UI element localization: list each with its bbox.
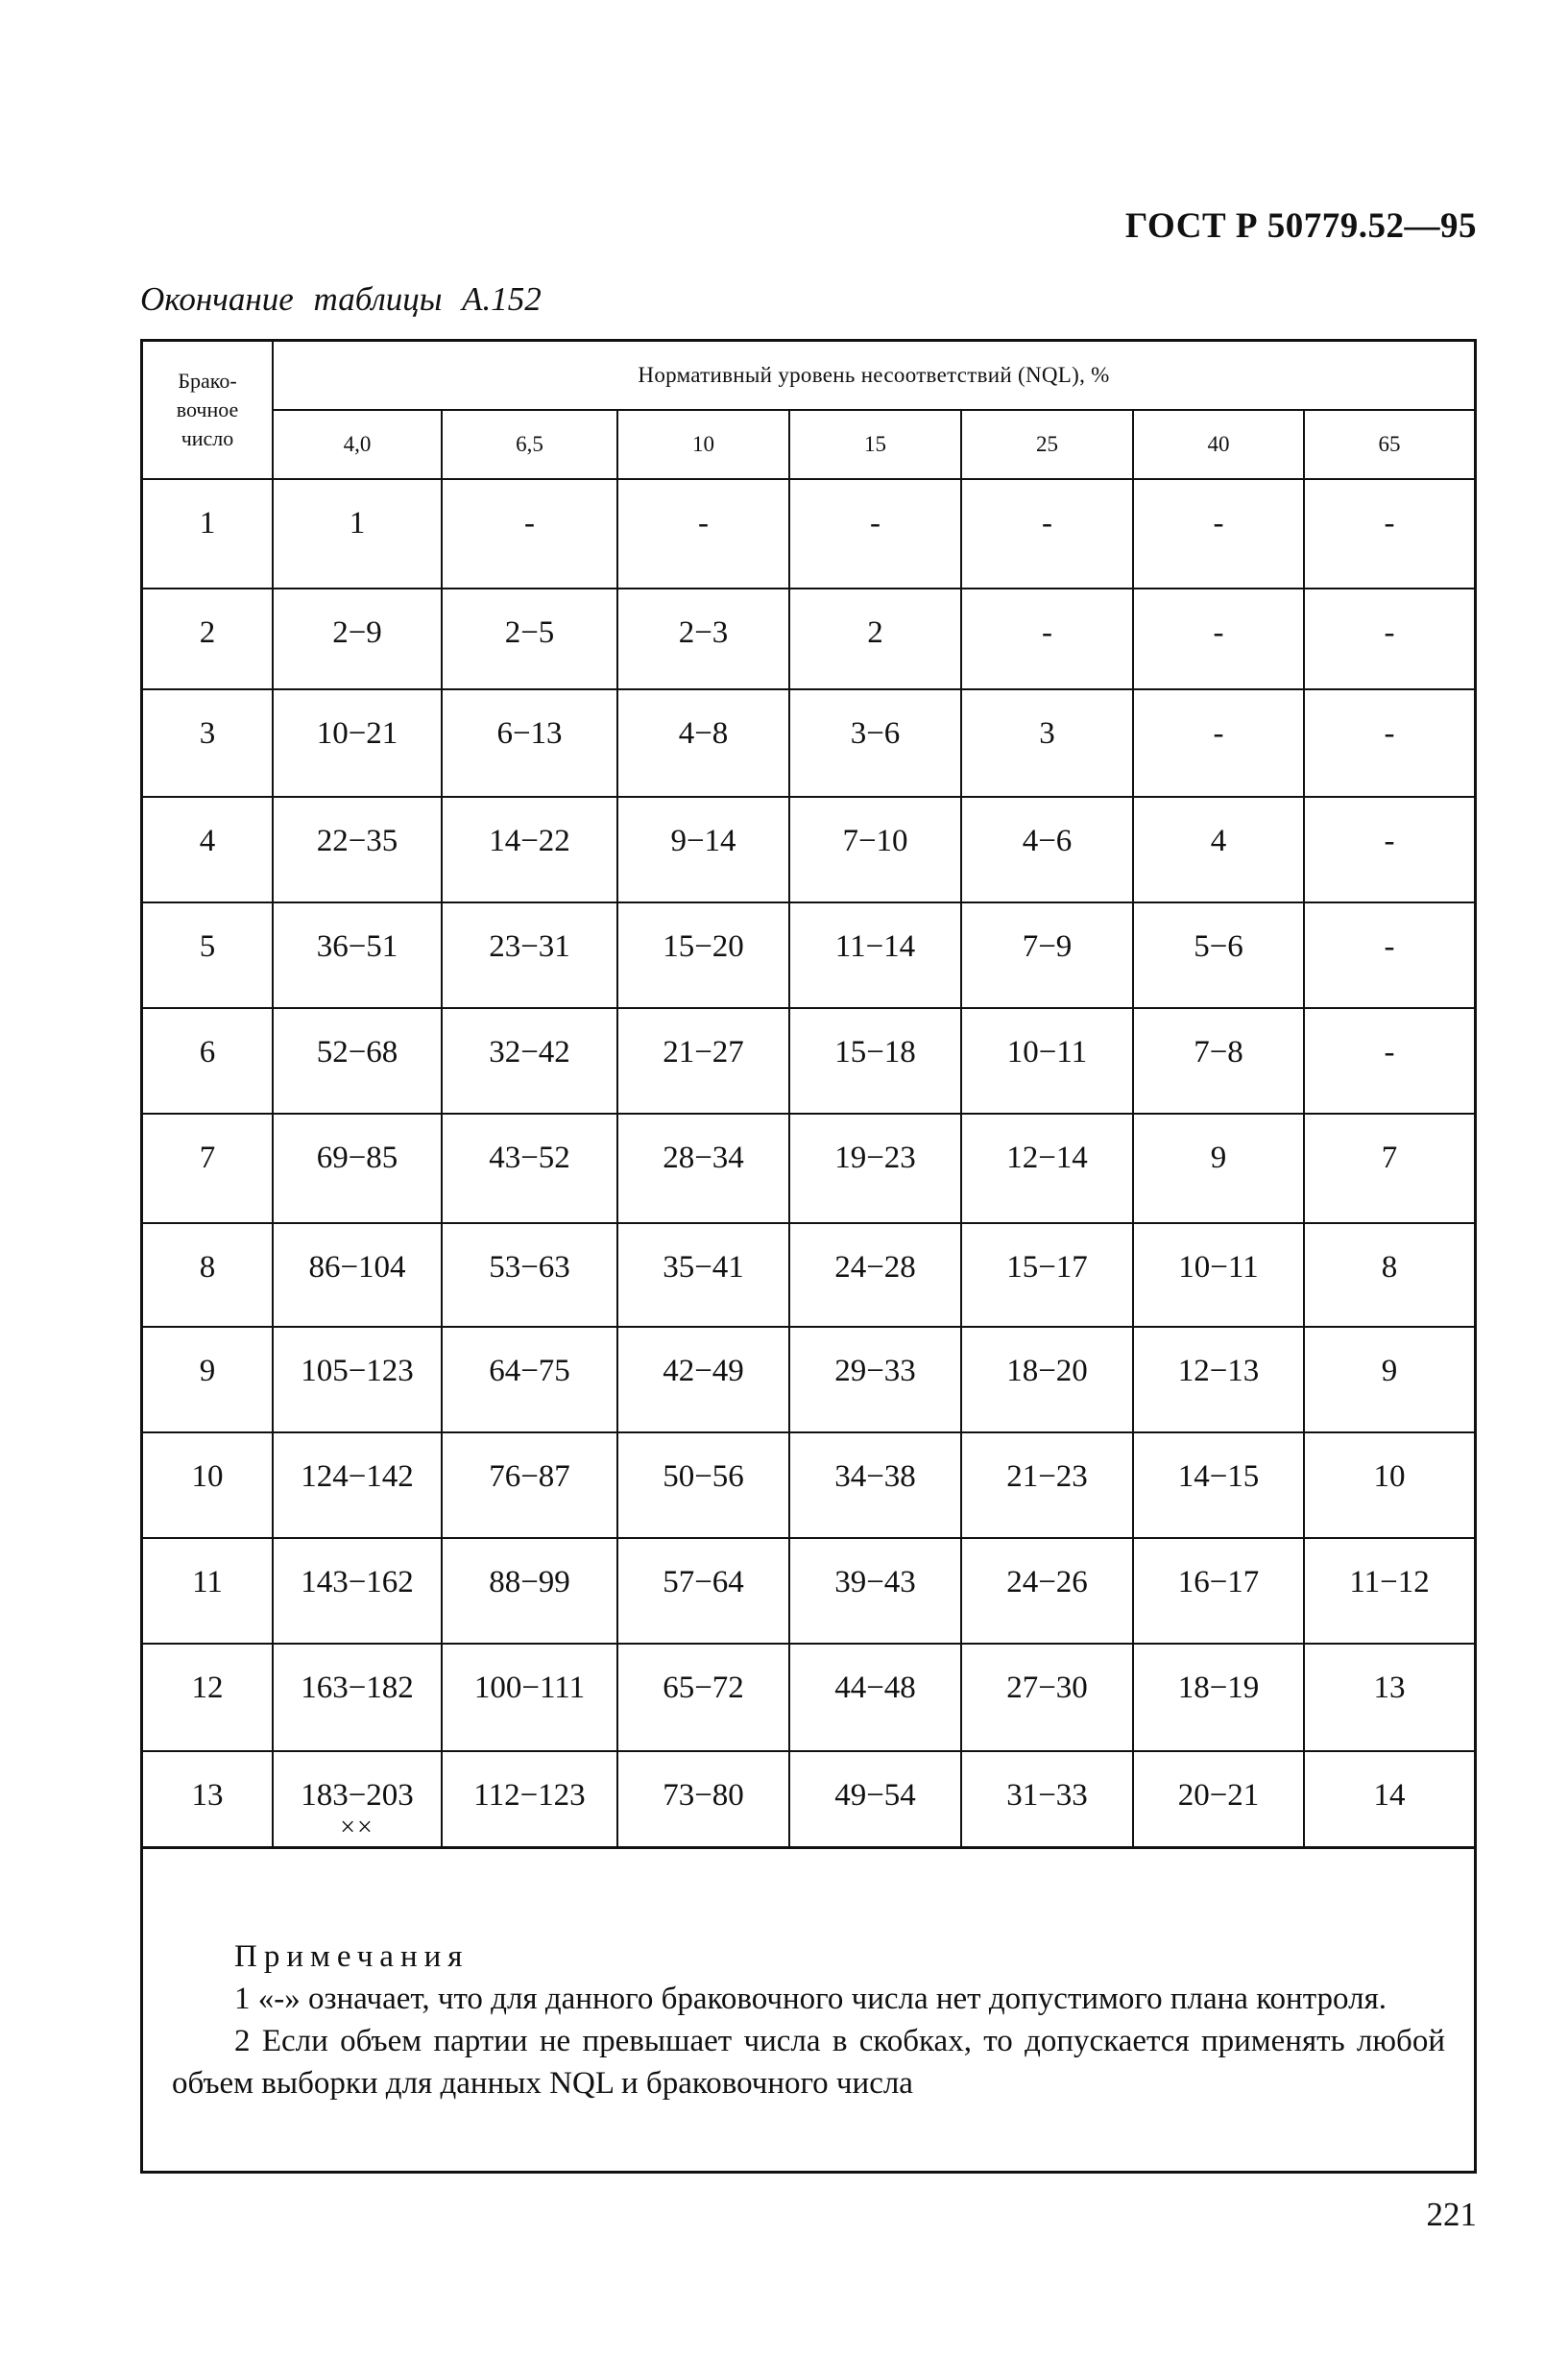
sample-range-value: 18−20 bbox=[1006, 1354, 1088, 1388]
sample-range-cell bbox=[273, 1327, 442, 1432]
sample-range-cell bbox=[1304, 1432, 1474, 1538]
sample-range-cell bbox=[789, 1008, 961, 1114]
sample-range-value: 11−12 bbox=[1349, 1565, 1430, 1599]
sample-range-cell bbox=[1304, 1223, 1474, 1327]
table-row bbox=[143, 1644, 1474, 1751]
sample-range-cell bbox=[273, 479, 442, 589]
sample-range-cell bbox=[442, 1538, 617, 1644]
sample-range-value: 73−80 bbox=[663, 1778, 744, 1813]
sample-range-cell bbox=[789, 902, 961, 1008]
sample-range-value: 32−42 bbox=[489, 1035, 570, 1070]
sample-range-value: 29−33 bbox=[834, 1354, 916, 1388]
sample-range-cell bbox=[617, 1432, 789, 1538]
sample-range-value: - bbox=[1384, 716, 1395, 751]
nql-level-header: 10 bbox=[617, 410, 789, 479]
note-item: 2 Если объем партии не превышает числа в скобках, то допускается применять любой объем выборки для данных NQL и браковочного числа bbox=[172, 2024, 1445, 2101]
sample-range-value: 21−23 bbox=[1006, 1459, 1088, 1494]
table-row bbox=[143, 1114, 1474, 1223]
reject-number-cell: 1 bbox=[143, 479, 273, 589]
sample-range-value: 7−10 bbox=[842, 824, 908, 858]
sample-range-cell bbox=[1304, 1644, 1474, 1751]
nql-level-header: 4,0 bbox=[273, 410, 442, 479]
sample-range-cell bbox=[617, 1538, 789, 1644]
sample-range-value: 20−21 bbox=[1177, 1778, 1260, 1813]
sample-range-value: 69−85 bbox=[316, 1141, 398, 1175]
sample-range-cell bbox=[1133, 479, 1304, 589]
sample-range-cell bbox=[1133, 1432, 1304, 1538]
reject-number-cell: 2 bbox=[143, 589, 273, 689]
sample-range-value: 143−162 bbox=[301, 1565, 414, 1599]
sample-range-value: 2−5 bbox=[504, 615, 555, 650]
sample-range-cell bbox=[961, 1008, 1133, 1114]
sample-range-cell bbox=[442, 797, 617, 902]
sample-range-cell bbox=[1304, 1327, 1474, 1432]
sample-range-cell bbox=[961, 1538, 1133, 1644]
nql-level-header: 15 bbox=[789, 410, 961, 479]
sample-range-cell bbox=[273, 1223, 442, 1327]
sample-range-value: 52−68 bbox=[316, 1035, 398, 1070]
table-caption: Окончание таблицы А.152 bbox=[140, 280, 542, 318]
sample-range-value: 2−9 bbox=[332, 615, 382, 650]
sample-range-cell bbox=[442, 1432, 617, 1538]
notes-block bbox=[172, 1935, 1445, 2104]
sample-range-cell bbox=[273, 1538, 442, 1644]
table-body bbox=[143, 479, 1474, 1847]
table-row bbox=[143, 479, 1474, 589]
sample-range-cell bbox=[789, 479, 961, 589]
footnote-mark: ×× bbox=[340, 1813, 374, 1842]
sample-range-cell bbox=[273, 1114, 442, 1223]
sample-range-value: 10−21 bbox=[316, 716, 398, 751]
sample-range-value: 15−20 bbox=[663, 929, 744, 964]
sample-range-value: 86−104 bbox=[308, 1250, 406, 1285]
sample-range-value: 7−8 bbox=[1194, 1035, 1243, 1070]
sample-range-value: 12−14 bbox=[1006, 1141, 1088, 1175]
sample-range-value: 1 bbox=[349, 506, 366, 541]
nql-level-header: 40 bbox=[1133, 410, 1304, 479]
sample-range-value: - bbox=[1384, 506, 1395, 541]
sample-range-value: 4−6 bbox=[1022, 824, 1073, 858]
sample-range-cell bbox=[789, 589, 961, 689]
sample-range-cell bbox=[273, 1751, 442, 1847]
sample-range-value: 3−6 bbox=[850, 716, 901, 751]
sample-range-value: - bbox=[1384, 824, 1395, 858]
sample-range-cell bbox=[442, 479, 617, 589]
sample-range-cell bbox=[273, 589, 442, 689]
sample-range-value: 34−38 bbox=[834, 1459, 916, 1494]
sample-range-value: 10 bbox=[1373, 1459, 1406, 1494]
sample-range-cell bbox=[273, 1644, 442, 1751]
sample-range-cell bbox=[961, 479, 1133, 589]
sample-range-cell bbox=[442, 589, 617, 689]
sample-range-cell bbox=[273, 1432, 442, 1538]
sample-range-cell bbox=[1304, 1008, 1474, 1114]
sample-range-cell bbox=[789, 1223, 961, 1327]
sample-range-cell bbox=[789, 797, 961, 902]
table-row bbox=[143, 1538, 1474, 1644]
page-number: 221 bbox=[1426, 2196, 1477, 2233]
sample-range-cell bbox=[789, 1114, 961, 1223]
sample-range-cell bbox=[1133, 1327, 1304, 1432]
nql-level-header: 25 bbox=[961, 410, 1133, 479]
sample-range-cell bbox=[1304, 797, 1474, 902]
table-header-row bbox=[143, 342, 1474, 410]
reject-header-line: Брако- bbox=[178, 369, 237, 393]
sample-range-value: 183−203 bbox=[301, 1778, 414, 1813]
sample-range-cell bbox=[961, 1432, 1133, 1538]
sample-range-value: 36−51 bbox=[316, 929, 398, 964]
table-row bbox=[143, 797, 1474, 902]
sample-range-cell bbox=[961, 1223, 1133, 1327]
sample-range-cell bbox=[961, 1114, 1133, 1223]
table-row bbox=[143, 1008, 1474, 1114]
sample-range-cell bbox=[961, 1327, 1133, 1432]
sample-range-value: - bbox=[1384, 1035, 1395, 1070]
sample-range-value: 23−31 bbox=[489, 929, 570, 964]
reject-number-cell: 3 bbox=[143, 689, 273, 797]
sample-range-cell bbox=[617, 479, 789, 589]
reject-header-line: вочное bbox=[176, 397, 239, 421]
sample-range-cell bbox=[1133, 1644, 1304, 1751]
table-row bbox=[143, 1432, 1474, 1538]
table-frame bbox=[140, 339, 1477, 2174]
sample-range-cell bbox=[961, 902, 1133, 1008]
reject-number-cell: 5 bbox=[143, 902, 273, 1008]
sample-range-cell bbox=[617, 689, 789, 797]
sample-range-cell bbox=[442, 1644, 617, 1751]
sample-range-value: 6−13 bbox=[496, 716, 563, 751]
table-row bbox=[143, 902, 1474, 1008]
sample-range-cell bbox=[617, 1008, 789, 1114]
sample-range-cell bbox=[617, 589, 789, 689]
sample-range-value: - bbox=[870, 506, 880, 541]
sample-range-value: 9 bbox=[1381, 1354, 1398, 1388]
sample-range-cell bbox=[1304, 902, 1474, 1008]
sample-range-cell bbox=[789, 1751, 961, 1847]
sample-range-value: 88−99 bbox=[489, 1565, 570, 1599]
sample-range-value: 53−63 bbox=[489, 1250, 570, 1285]
sample-range-cell bbox=[789, 1538, 961, 1644]
sample-range-cell bbox=[273, 797, 442, 902]
sample-range-cell bbox=[617, 902, 789, 1008]
sample-range-value: 24−26 bbox=[1006, 1565, 1088, 1599]
nql-levels-row bbox=[143, 410, 1474, 479]
table-row bbox=[143, 1751, 1474, 1847]
document-id: ГОСТ Р 50779.52—95 bbox=[1124, 206, 1477, 246]
sample-range-value: 105−123 bbox=[301, 1354, 414, 1388]
sample-range-value: 50−56 bbox=[663, 1459, 744, 1494]
reject-header-line: число bbox=[181, 426, 234, 450]
sample-range-value: - bbox=[1384, 615, 1395, 650]
sample-range-value: 24−28 bbox=[834, 1250, 916, 1285]
sample-range-cell bbox=[617, 1644, 789, 1751]
reject-number-cell: 7 bbox=[143, 1114, 273, 1223]
sample-range-value: - bbox=[1213, 716, 1224, 751]
sample-range-value: - bbox=[698, 506, 709, 541]
reject-number-cell: 4 bbox=[143, 797, 273, 902]
table-row bbox=[143, 689, 1474, 797]
sample-range-cell bbox=[442, 1223, 617, 1327]
sample-range-cell bbox=[1304, 479, 1474, 589]
sample-range-value: 11−14 bbox=[834, 929, 916, 964]
sample-range-value: 42−49 bbox=[663, 1354, 744, 1388]
sample-range-value: 64−75 bbox=[489, 1354, 570, 1388]
reject-number-cell: 11 bbox=[143, 1538, 273, 1644]
reject-number-cell: 8 bbox=[143, 1223, 273, 1327]
sample-range-value: - bbox=[1384, 929, 1395, 964]
sample-range-cell bbox=[442, 902, 617, 1008]
sample-range-cell bbox=[442, 1114, 617, 1223]
sample-range-cell bbox=[442, 1008, 617, 1114]
sample-range-cell bbox=[789, 1432, 961, 1538]
sample-range-value: 76−87 bbox=[489, 1459, 570, 1494]
sample-range-value: 28−34 bbox=[663, 1141, 744, 1175]
sample-range-value: 2 bbox=[867, 615, 883, 650]
sample-range-value: 19−23 bbox=[834, 1141, 916, 1175]
sample-range-value: 100−111 bbox=[473, 1671, 586, 1705]
sample-range-value: 31−33 bbox=[1006, 1778, 1088, 1813]
sample-range-value: 3 bbox=[1039, 716, 1055, 751]
sample-range-value: 8 bbox=[1381, 1250, 1398, 1285]
sample-range-cell bbox=[1304, 689, 1474, 797]
sample-range-cell bbox=[1304, 589, 1474, 689]
sample-range-value: 49−54 bbox=[834, 1778, 916, 1813]
nql-level-header: 65 bbox=[1304, 410, 1474, 479]
sample-range-cell bbox=[617, 1327, 789, 1432]
sample-range-value: 65−72 bbox=[663, 1671, 744, 1705]
sample-range-cell bbox=[1133, 1538, 1304, 1644]
sample-range-value: 10−11 bbox=[1178, 1250, 1259, 1285]
sample-range-value: 21−27 bbox=[663, 1035, 744, 1070]
sample-range-value: 22−35 bbox=[316, 824, 398, 858]
sample-range-value: - bbox=[524, 506, 535, 541]
sample-range-cell bbox=[442, 1327, 617, 1432]
table-row bbox=[143, 589, 1474, 689]
sample-range-cell bbox=[961, 1751, 1133, 1847]
sample-range-value: 16−17 bbox=[1177, 1565, 1260, 1599]
sample-range-cell bbox=[961, 589, 1133, 689]
reject-number-cell: 12 bbox=[143, 1644, 273, 1751]
table-row bbox=[143, 1223, 1474, 1327]
sample-range-value: 124−142 bbox=[301, 1459, 414, 1494]
sample-range-cell bbox=[442, 689, 617, 797]
sample-range-value: 43−52 bbox=[489, 1141, 570, 1175]
sample-range-value: - bbox=[1213, 615, 1224, 650]
notes-title: Примечания bbox=[234, 1939, 470, 1974]
sample-range-cell bbox=[1133, 797, 1304, 902]
sample-range-cell bbox=[789, 1327, 961, 1432]
sample-range-cell bbox=[789, 689, 961, 797]
sample-range-cell bbox=[1133, 1114, 1304, 1223]
sample-range-value: 15−17 bbox=[1006, 1250, 1088, 1285]
sample-range-cell bbox=[1133, 589, 1304, 689]
sample-range-value: 44−48 bbox=[834, 1671, 916, 1705]
reject-number-cell: 10 bbox=[143, 1432, 273, 1538]
sample-range-cell bbox=[961, 1644, 1133, 1751]
sample-range-value: 39−43 bbox=[834, 1565, 916, 1599]
sample-range-value: 14−15 bbox=[1177, 1459, 1260, 1494]
sample-range-value: 9 bbox=[1210, 1141, 1227, 1175]
sample-range-value: 13 bbox=[1373, 1671, 1406, 1705]
sample-range-cell bbox=[617, 1751, 789, 1847]
sample-range-cell bbox=[617, 1223, 789, 1327]
nql-level-header: 6,5 bbox=[442, 410, 617, 479]
sample-range-value: 35−41 bbox=[663, 1250, 744, 1285]
sample-range-value: 7−9 bbox=[1022, 929, 1073, 964]
sample-range-cell bbox=[789, 1644, 961, 1751]
sample-range-cell bbox=[1133, 902, 1304, 1008]
sample-range-cell bbox=[1133, 689, 1304, 797]
note-item: 1 «-» означает, что для данного браковочного числа нет допустимого плана контроля. bbox=[234, 1982, 1387, 2016]
sample-range-value: 14 bbox=[1373, 1778, 1406, 1813]
table-row bbox=[143, 1327, 1474, 1432]
reject-number-cell: 9 bbox=[143, 1327, 273, 1432]
sample-range-value: - bbox=[1042, 506, 1052, 541]
reject-number-header bbox=[143, 342, 273, 479]
sample-range-value: - bbox=[1042, 615, 1052, 650]
sample-range-cell bbox=[961, 797, 1133, 902]
sample-range-value: 10−11 bbox=[1006, 1035, 1088, 1070]
sample-range-cell bbox=[1133, 1223, 1304, 1327]
sample-range-value: 163−182 bbox=[301, 1671, 414, 1705]
sample-range-cell bbox=[961, 689, 1133, 797]
nql-table bbox=[143, 342, 1474, 1849]
sample-range-cell bbox=[1133, 1751, 1304, 1847]
sample-range-value: 27−30 bbox=[1006, 1671, 1088, 1705]
sample-range-value: 5−6 bbox=[1194, 929, 1243, 964]
sample-range-cell bbox=[273, 689, 442, 797]
sample-range-value: - bbox=[1213, 506, 1224, 541]
sample-range-cell bbox=[273, 1008, 442, 1114]
sample-range-cell bbox=[1133, 1008, 1304, 1114]
sample-range-cell bbox=[273, 902, 442, 1008]
sample-range-value: 4 bbox=[1210, 824, 1227, 858]
sample-range-value: 57−64 bbox=[663, 1565, 744, 1599]
sample-range-value: 7 bbox=[1381, 1141, 1398, 1175]
sample-range-cell bbox=[1304, 1751, 1474, 1847]
reject-number-cell: 6 bbox=[143, 1008, 273, 1114]
nql-group-header: Нормативный уровень несоответствий (NQL), % bbox=[273, 342, 1474, 410]
sample-range-cell bbox=[442, 1751, 617, 1847]
sample-range-value: 12−13 bbox=[1177, 1354, 1260, 1388]
sample-range-value: 112−123 bbox=[473, 1778, 586, 1813]
sample-range-value: 14−22 bbox=[489, 824, 570, 858]
sample-range-value: 15−18 bbox=[834, 1035, 916, 1070]
sample-range-value: 2−3 bbox=[678, 615, 729, 650]
sample-range-cell bbox=[617, 797, 789, 902]
sample-range-cell bbox=[1304, 1114, 1474, 1223]
sample-range-cell bbox=[617, 1114, 789, 1223]
sample-range-value: 9−14 bbox=[670, 824, 736, 858]
sample-range-value: 4−8 bbox=[678, 716, 729, 751]
reject-number-cell: 13 bbox=[143, 1751, 273, 1847]
sample-range-cell bbox=[1304, 1538, 1474, 1644]
sample-range-value: 18−19 bbox=[1177, 1671, 1260, 1705]
